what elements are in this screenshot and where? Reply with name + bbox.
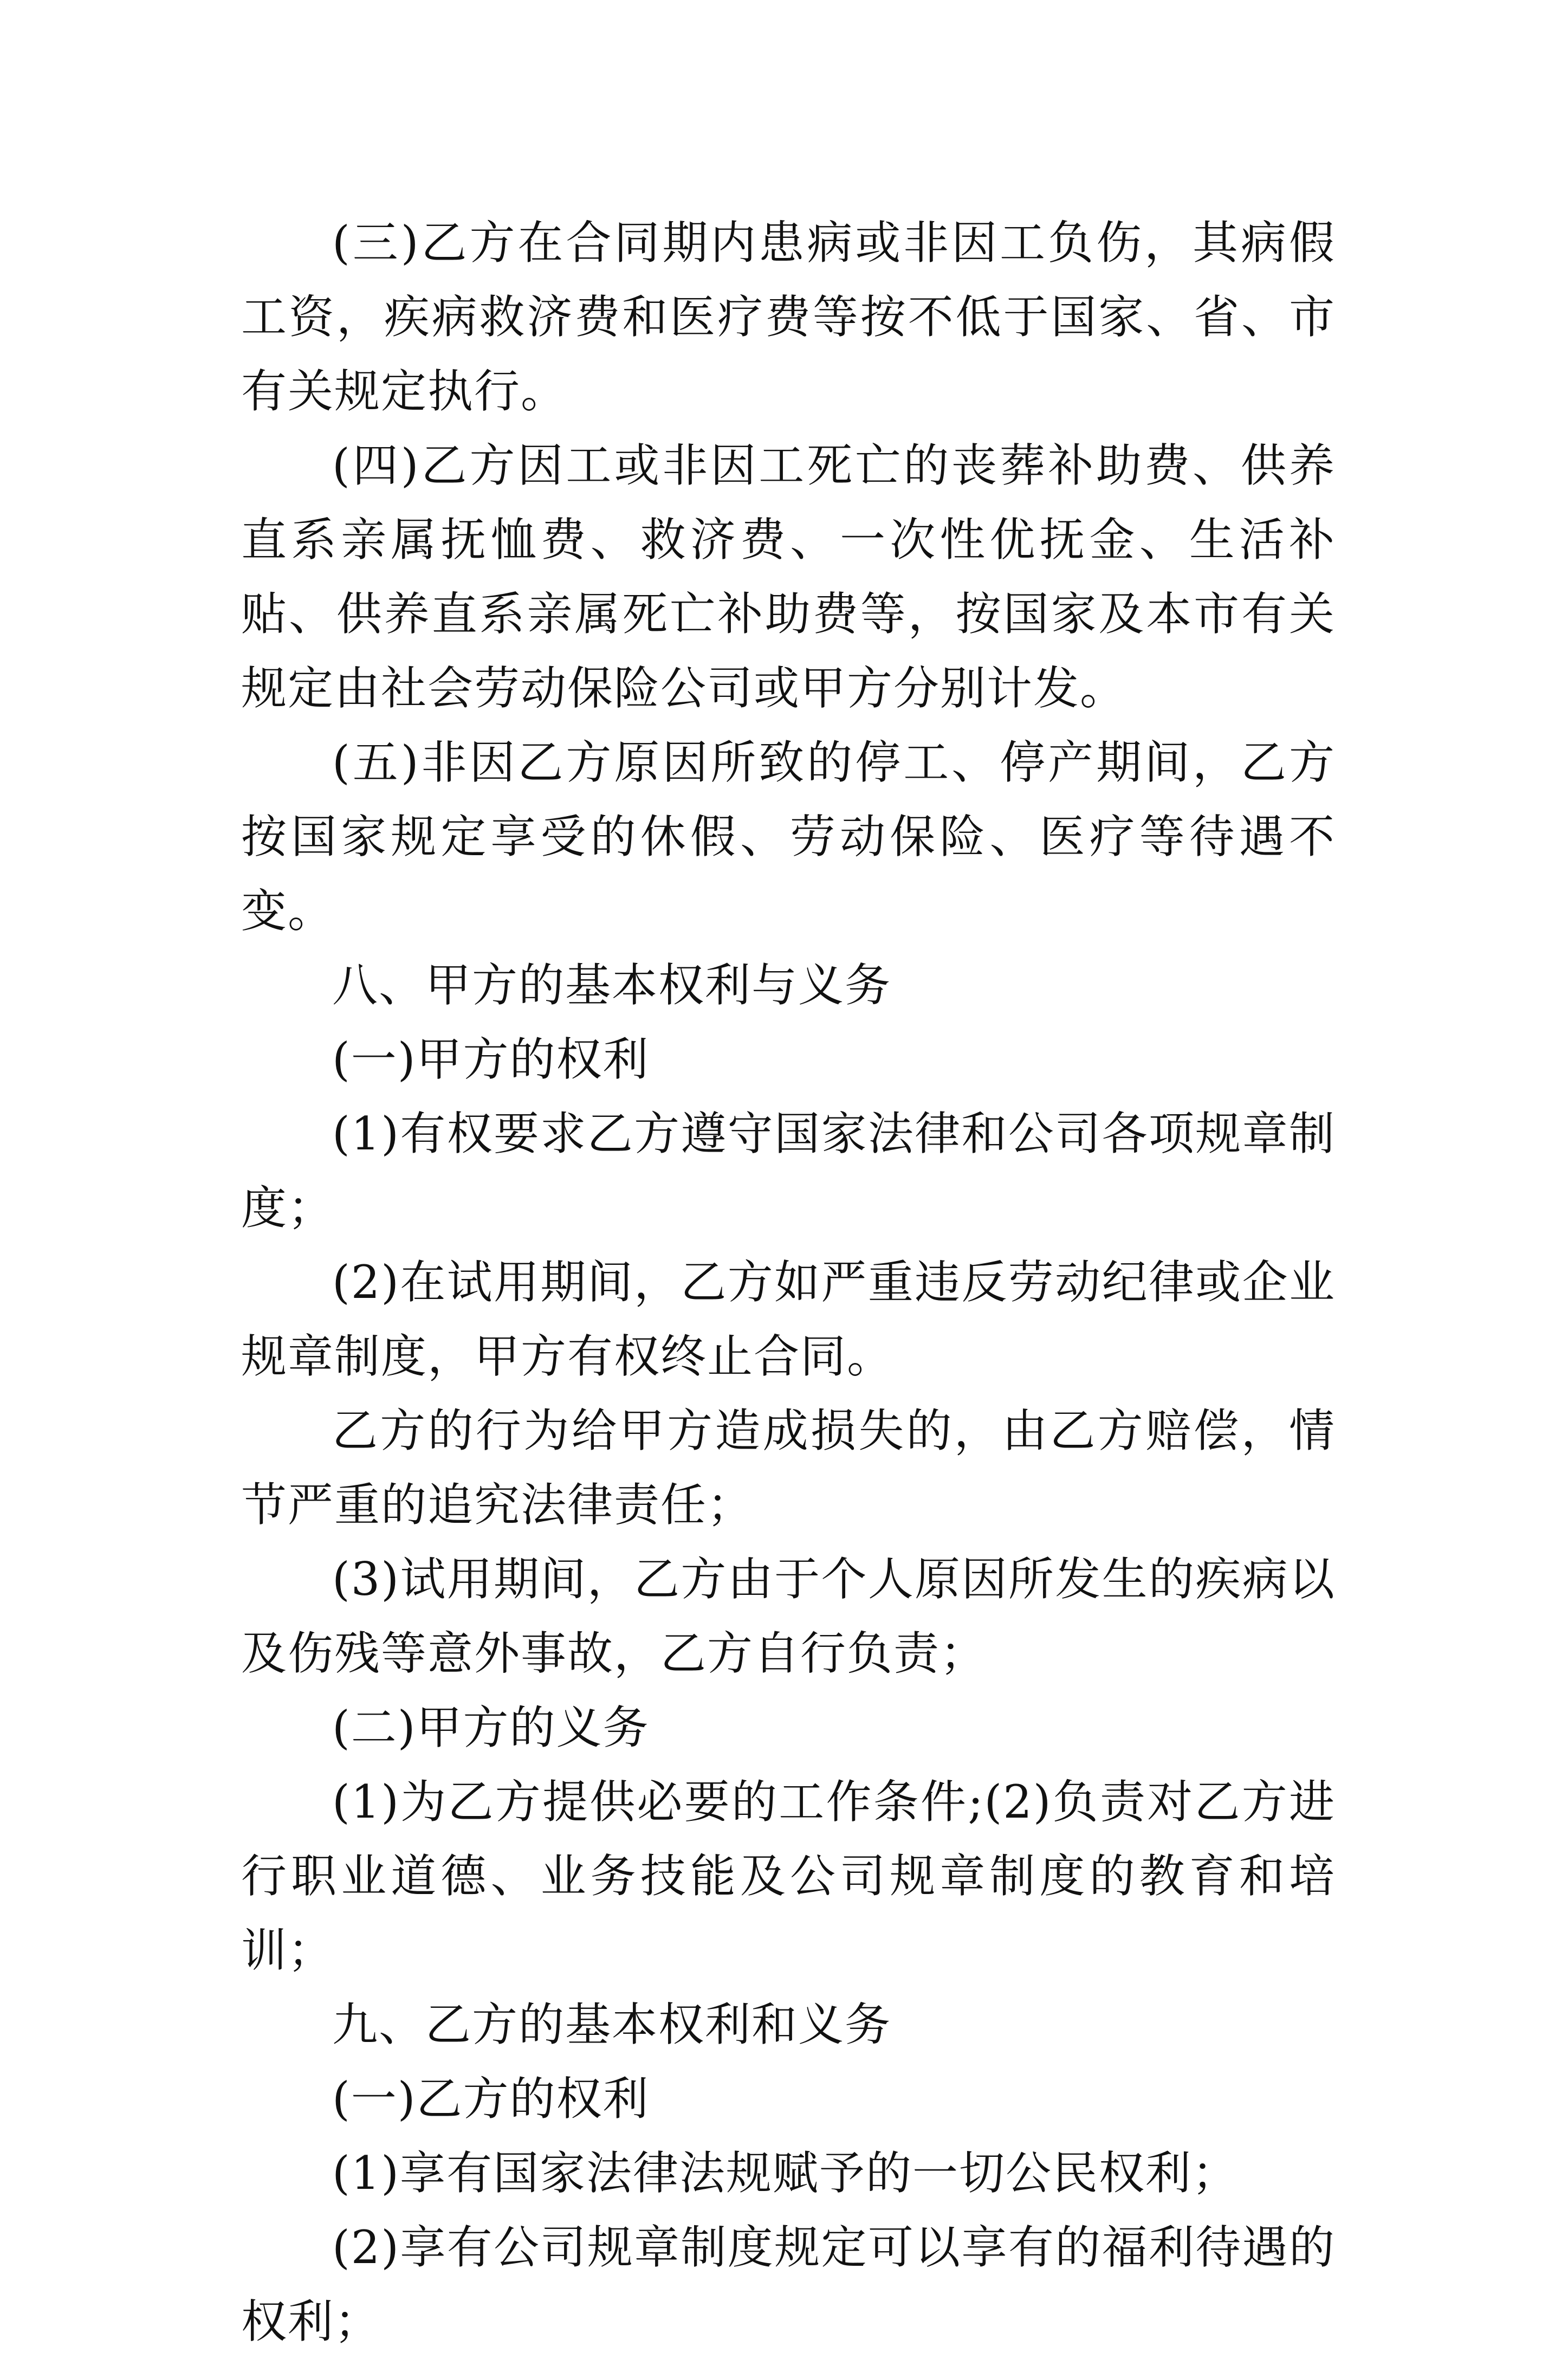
- paragraph-death-benefits: (四)乙方因工或非因工死亡的丧葬补助费、供养直系亲属抚恤费、救济费、一次性优抚金、生活补贴、供养直系亲属死亡补助费等，按国家及本市有关规定由社会劳动保险公司或甲方分别计发。: [241, 439, 1336, 715]
- list-item-party-a-right-2: (2)在试用期间，乙方如严重违反劳动纪律或企业规章制度，甲方有权终止合同。: [241, 1256, 1336, 1383]
- list-item-party-b-right-2: (2)享有公司规章制度规定可以享有的福利待遇的权利；: [241, 2221, 1336, 2348]
- list-item-party-a-right-3: (3)试用期间，乙方由于个人原因所发生的疾病以及伤残等意外事故，乙方自行负责；: [241, 1553, 1336, 1680]
- list-item-party-a-obligations: (1)为乙方提供必要的工作条件;(2)负责对乙方进行职业道德、业务技能及公司规章制度的教育和培训；: [241, 1775, 1336, 1977]
- section-heading-party-a: 八、甲方的基本权利与义务: [332, 959, 892, 1012]
- document-body: [241, 206, 1336, 2359]
- list-item-party-a-right-1: (1)有权要求乙方遵守国家法律和公司各项规章制度；: [241, 1107, 1336, 1235]
- paragraph-compensation: 乙方的行为给甲方造成损失的，由乙方赔偿，情节严重的追究法律责任；: [241, 1404, 1336, 1531]
- paragraph-sick-leave: (三)乙方在合同期内患病或非因工负伤，其病假工资，疾病救济费和医疗费等按不低于国家、省、市有关规定执行。: [241, 216, 1336, 418]
- subheading-party-a-rights: (一)甲方的权利: [332, 1033, 650, 1086]
- subheading-party-a-obligations: (二)甲方的义务: [332, 1701, 650, 1754]
- list-item-party-b-right-1: (1)享有国家法律法规赋予的一切公民权利；: [332, 2147, 1239, 2200]
- subheading-party-b-rights: (一)乙方的权利: [332, 2072, 650, 2125]
- section-heading-party-b: 九、乙方的基本权利和义务: [332, 1998, 892, 2051]
- paragraph-work-stoppage: (五)非因乙方原因所致的停工、停产期间，乙方按国家规定享受的休假、劳动保险、医疗等待遇不变。: [241, 736, 1336, 938]
